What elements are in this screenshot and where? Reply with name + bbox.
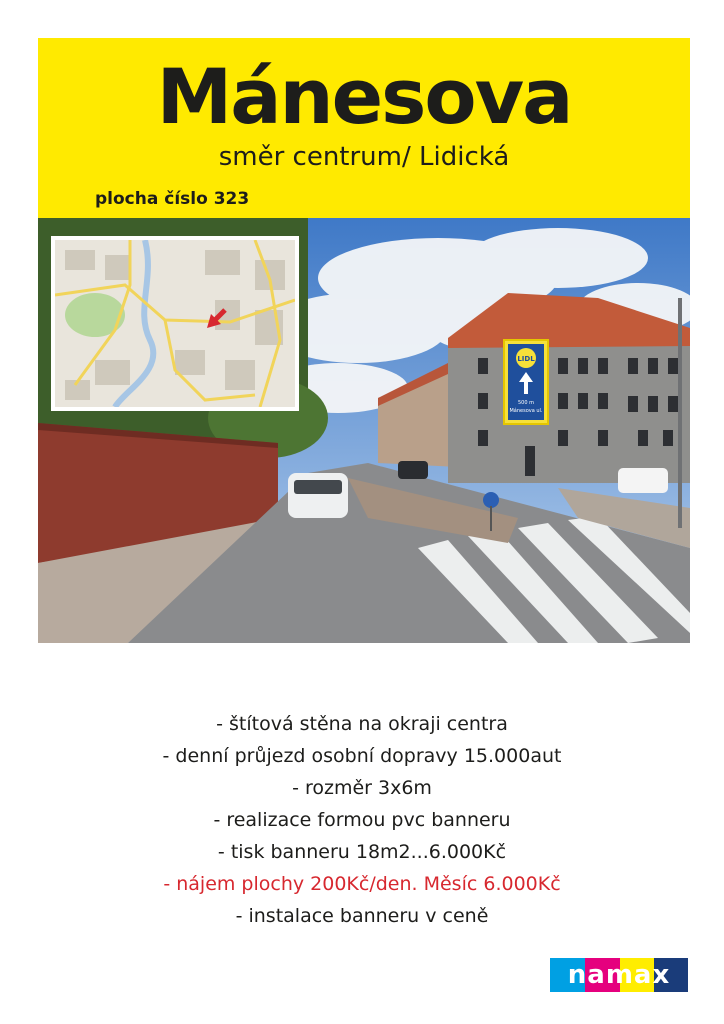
namax-logo: [550, 958, 688, 992]
page-title: Mánesova: [156, 52, 572, 141]
logo-text: namax: [567, 960, 671, 990]
header-banner: [38, 38, 690, 218]
billboard-brand: LIDL: [517, 355, 535, 363]
location-map: [51, 236, 299, 411]
billboard-line2: Mánesova ul.: [509, 408, 543, 414]
billboard-line1: 500 m: [517, 400, 535, 406]
list-item: - realizace formou pvc banneru: [213, 809, 511, 831]
list-item: - tisk banneru 18m2...6.000Kč: [217, 841, 507, 863]
page-subtitle: směr centrum/ Lidická: [218, 142, 510, 172]
list-item: - instalace banneru v ceně: [235, 905, 489, 927]
feature-list: [0, 708, 724, 932]
list-item-price: - nájem plochy 200Kč/den. Měsíc 6.000Kč: [163, 873, 561, 895]
surface-number: plocha číslo 323: [95, 189, 250, 209]
list-item: - štítová stěna na okraji centra: [216, 713, 508, 735]
list-item: - denní průjezd osobní dopravy 15.000aut: [162, 745, 562, 767]
list-item: - rozměr 3x6m: [292, 777, 432, 799]
